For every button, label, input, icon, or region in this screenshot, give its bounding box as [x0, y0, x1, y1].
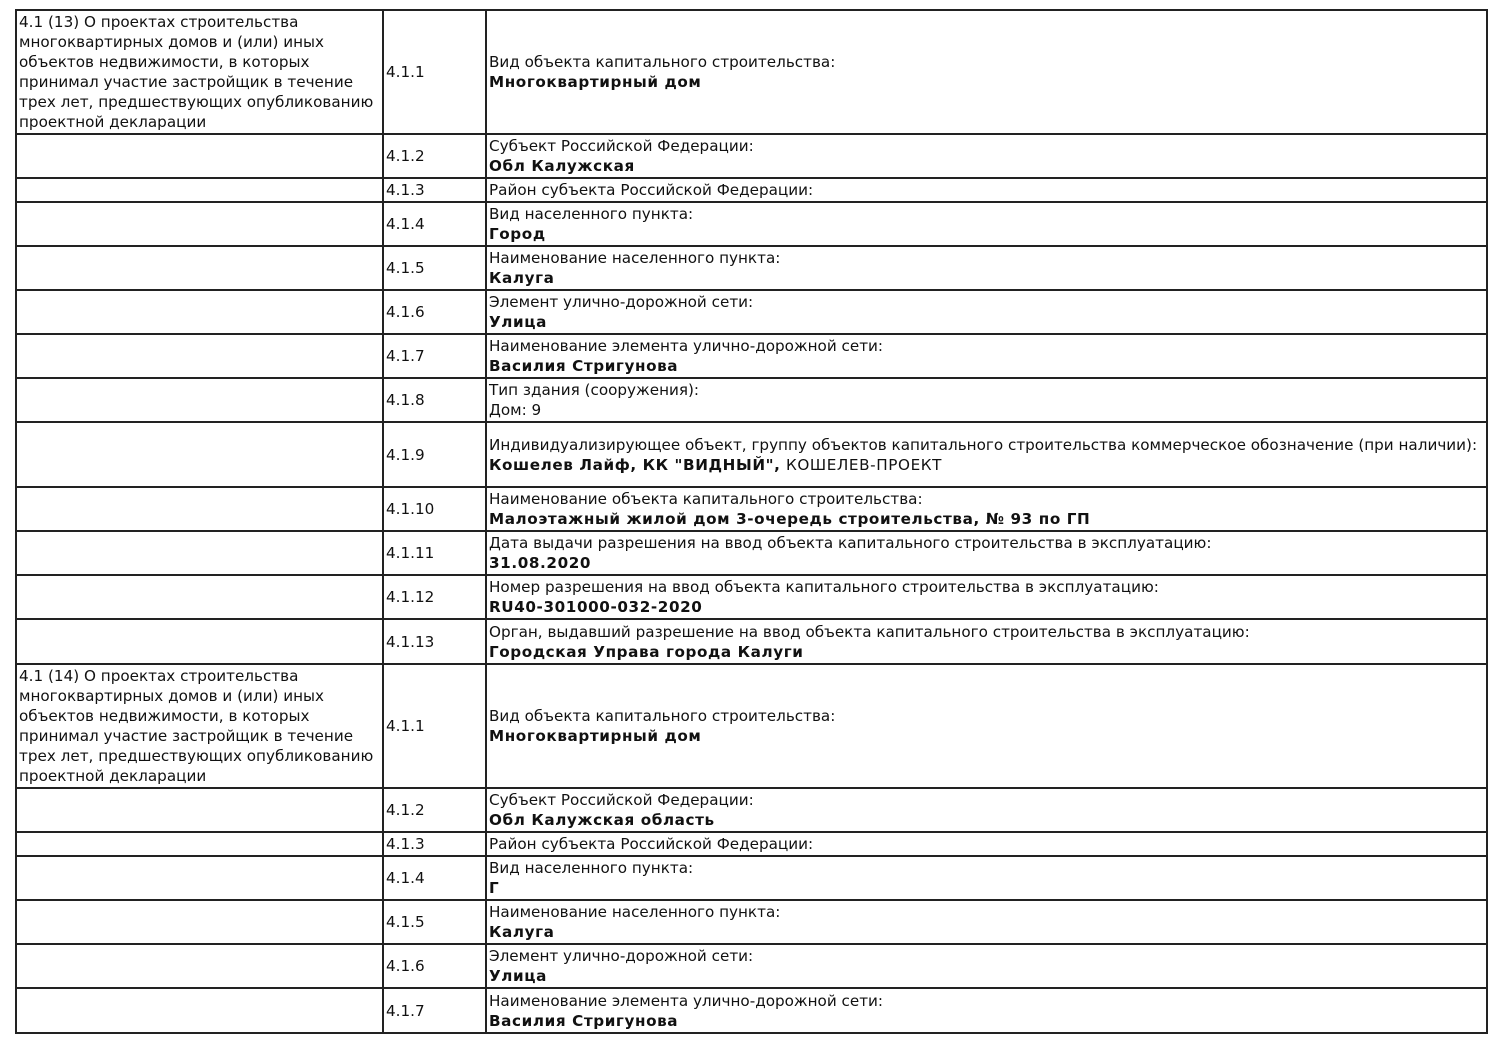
item-content: [486, 422, 1487, 487]
item-value: Городская Управа города Калуги: [489, 642, 804, 661]
item-value: Улица: [489, 313, 547, 331]
item-content: [486, 290, 1487, 334]
item-label: Орган, выдавший разрешение на ввод объекта капитального строительства в эксплуатацию:: [489, 622, 1250, 641]
table-row: [16, 575, 1487, 619]
item-code: 4.1.8: [383, 378, 486, 422]
item-content: [486, 246, 1487, 290]
item-value: Многоквартирный дом: [489, 73, 702, 91]
item-label: Район субъекта Российской Федерации:: [489, 835, 814, 853]
empty-cell: [16, 788, 383, 832]
item-content: [486, 664, 1487, 788]
item-code: 4.1.3: [383, 178, 486, 202]
table-row: [16, 900, 1487, 944]
table-row: [16, 422, 1487, 487]
item-code: 4.1.7: [383, 334, 486, 378]
item-content: [486, 178, 1487, 202]
item-content: [486, 900, 1487, 944]
item-label: Элемент улично-дорожной сети:: [489, 947, 754, 965]
item-label: Вид объекта капитального строительства:: [489, 707, 836, 725]
table-row: [16, 178, 1487, 202]
item-content: [486, 856, 1487, 900]
table-row: [16, 832, 1487, 856]
item-content: [486, 487, 1487, 531]
empty-cell: [16, 944, 383, 988]
table-row: [16, 378, 1487, 422]
empty-cell: [16, 178, 383, 202]
item-code: 4.1.12: [383, 575, 486, 619]
item-value: Г: [489, 879, 500, 897]
table-row: [16, 944, 1487, 988]
item-code: 4.1.10: [383, 487, 486, 531]
table-row: [16, 334, 1487, 378]
item-content: [486, 134, 1487, 178]
item-label: Тип здания (сооружения):: [489, 381, 700, 399]
section-title-cell: [16, 664, 383, 788]
table-row: [16, 202, 1487, 246]
item-value: [489, 455, 1484, 475]
item-code: 4.1.7: [383, 988, 486, 1033]
item-label: Номер разрешения на ввод объекта капитального строительства в эксплуатацию:: [489, 578, 1159, 596]
table-row: [16, 134, 1487, 178]
item-label: Наименование элемента улично-дорожной сети:: [489, 337, 884, 355]
item-code: 4.1.5: [383, 246, 486, 290]
empty-cell: [16, 290, 383, 334]
item-value-normal: КОШЕЛЕВ-ПРОЕКТ: [780, 455, 943, 474]
item-label: Дата выдачи разрешения на ввод объекта капитального строительства в эксплуатацию:: [489, 534, 1212, 552]
item-value: RU40-301000-032-2020: [489, 598, 703, 616]
item-content: [486, 334, 1487, 378]
item-content: [486, 619, 1487, 664]
item-content: [486, 202, 1487, 246]
declaration-table: [15, 9, 1488, 1034]
empty-cell: [16, 988, 383, 1033]
table-row: [16, 856, 1487, 900]
item-code: 4.1.5: [383, 900, 486, 944]
table-row: [16, 788, 1487, 832]
table-row: [16, 988, 1487, 1033]
empty-cell: [16, 378, 383, 422]
item-value: Василия Стригунова: [489, 1011, 679, 1030]
empty-cell: [16, 575, 383, 619]
item-code: 4.1.2: [383, 134, 486, 178]
item-label: Субъект Российской Федерации:: [489, 791, 754, 809]
item-content: [486, 832, 1487, 856]
table-row: [16, 290, 1487, 334]
empty-cell: [16, 202, 383, 246]
item-content: [486, 944, 1487, 988]
item-content: [486, 988, 1487, 1033]
empty-cell: [16, 422, 383, 487]
item-code: 4.1.6: [383, 290, 486, 334]
item-value: Василия Стригунова: [489, 357, 679, 375]
item-code: 4.1.4: [383, 856, 486, 900]
item-code: 4.1.1: [383, 10, 486, 134]
empty-cell: [16, 487, 383, 531]
section-title: 4.1 (14) О проектах строительства многоквартирных домов и (или) иных объектов недвижимости, в которых принимал участие застройщик в течение трех лет, предшествующих опубликованию проектной декларации: [19, 667, 374, 785]
item-value: Обл Калужская: [489, 157, 635, 175]
item-code: 4.1.1: [383, 664, 486, 788]
item-content: [486, 378, 1487, 422]
item-code: 4.1.6: [383, 944, 486, 988]
table-row: [16, 487, 1487, 531]
table-row: [16, 246, 1487, 290]
item-label: Наименование населенного пункта:: [489, 249, 781, 267]
item-value: Малоэтажный жилой дом 3-очередь строительства, № 93 по ГП: [489, 510, 1091, 528]
empty-cell: [16, 856, 383, 900]
empty-cell: [16, 134, 383, 178]
item-value: Калуга: [489, 923, 555, 941]
item-code: 4.1.3: [383, 832, 486, 856]
item-value: Улица: [489, 967, 547, 985]
table-row: [16, 664, 1487, 788]
item-content: [486, 10, 1487, 134]
item-code: 4.1.11: [383, 531, 486, 575]
empty-cell: [16, 900, 383, 944]
item-label: Элемент улично-дорожной сети:: [489, 293, 754, 311]
item-label: Район субъекта Российской Федерации:: [489, 181, 814, 199]
item-value: Обл Калужская область: [489, 811, 715, 829]
table-row: [16, 531, 1487, 575]
item-code: 4.1.9: [383, 422, 486, 487]
item-value: Дом: 9: [489, 401, 542, 419]
item-value: Калуга: [489, 269, 555, 287]
item-label: Наименование объекта капитального строительства:: [489, 490, 923, 508]
item-value: Город: [489, 225, 546, 243]
section-title: 4.1 (13) О проектах строительства многоквартирных домов и (или) иных объектов недвижимости, в которых принимал участие застройщик в течение трех лет, предшествующих опубликованию проектной декларации: [19, 13, 374, 131]
table-row: [16, 10, 1487, 134]
section-title-cell: [16, 10, 383, 134]
item-label: Наименование элемента улично-дорожной сети:: [489, 991, 884, 1010]
item-code: 4.1.4: [383, 202, 486, 246]
empty-cell: [16, 334, 383, 378]
empty-cell: [16, 531, 383, 575]
item-label: Вид объекта капитального строительства:: [489, 53, 836, 71]
item-value-bold: Кошелев Лайф, КК "ВИДНЫЙ",: [489, 455, 781, 474]
item-content: [486, 575, 1487, 619]
item-label: Вид населенного пункта:: [489, 859, 694, 877]
item-label: Наименование населенного пункта:: [489, 903, 781, 921]
item-value: Многоквартирный дом: [489, 727, 702, 745]
table-row: [16, 619, 1487, 664]
empty-cell: [16, 619, 383, 664]
item-content: [486, 531, 1487, 575]
empty-cell: [16, 246, 383, 290]
item-label: Субъект Российской Федерации:: [489, 137, 754, 155]
item-label: Вид населенного пункта:: [489, 205, 694, 223]
item-label: Индивидуализирующее объект, группу объектов капитального строительства коммерческое обозначение (при наличии):: [489, 435, 1478, 454]
item-value: 31.08.2020: [489, 554, 592, 572]
item-code: 4.1.2: [383, 788, 486, 832]
item-content: [486, 788, 1487, 832]
empty-cell: [16, 832, 383, 856]
item-code: 4.1.13: [383, 619, 486, 664]
